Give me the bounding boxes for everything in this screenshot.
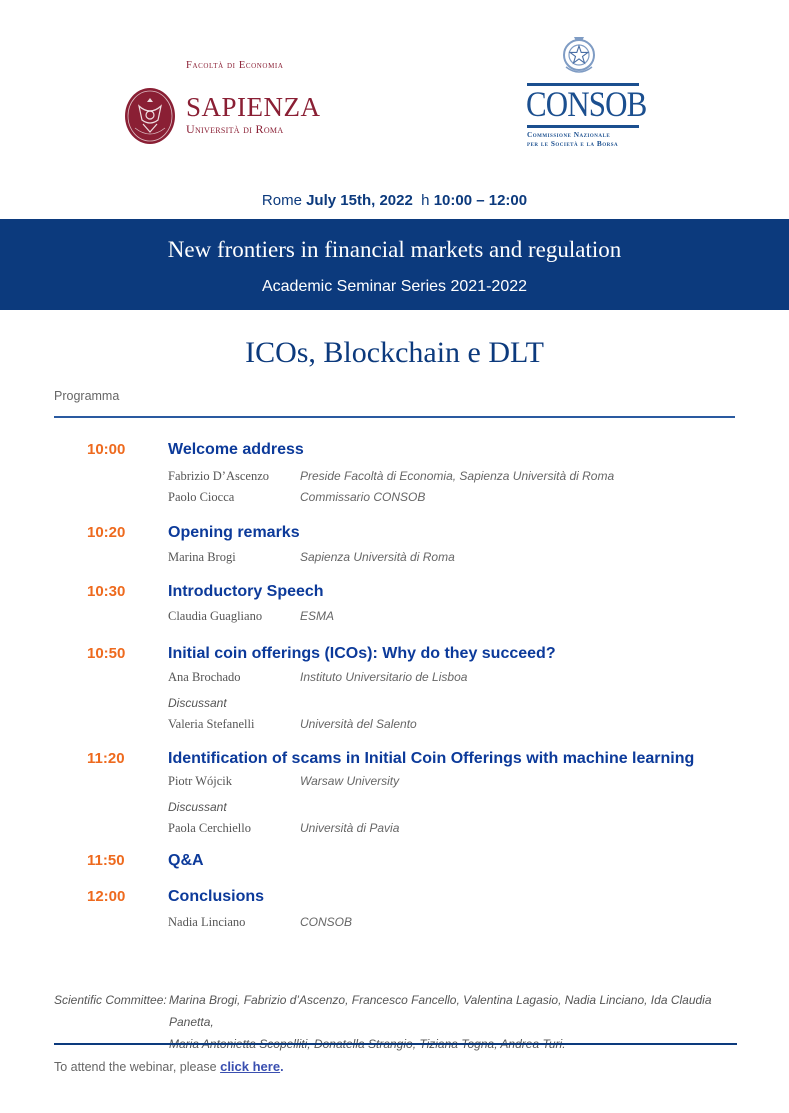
speaker-name: Claudia Guagliano [168, 609, 263, 623]
speaker-name: Nadia Linciano [168, 915, 246, 929]
committee-line-1: Marina Brogi, Fabrizio d’Ascenzo, Francesco Fancello, Valentina Lagasio, Nadia Linciano, Ida Claudia Panetta, [169, 993, 712, 1029]
committee-label: Scientific Committee: [54, 993, 167, 1007]
discussant-affiliation: Università di Pavia [300, 821, 400, 835]
discussant-name: Valeria Stefanelli [168, 717, 255, 731]
session-title: Opening remarks [168, 524, 300, 541]
event-dateline [0, 192, 789, 209]
speaker-affiliation: CONSOB [300, 915, 353, 929]
series-banner [0, 219, 789, 310]
session-title: Identification of scams in Initial Coin Offerings with machine learning [168, 750, 695, 767]
event-date: July 15th, 2022 [306, 192, 413, 209]
speaker-name: Paolo Ciocca [168, 490, 235, 504]
discussant-label-row [168, 800, 227, 814]
committee-members [169, 989, 749, 1055]
event-time: 10:00 – 12:00 [433, 192, 528, 209]
session-time: 10:50 [87, 645, 126, 662]
discussant-name: Paola Cerchiello [168, 821, 251, 835]
speaker-name: Piotr Wójcik [168, 774, 233, 788]
session-time: 11:20 [87, 750, 125, 767]
speaker-name: Ana Brochado [168, 670, 241, 684]
session-time: 10:00 [87, 441, 126, 458]
speaker-name: Fabrizio D’Ascenzo [168, 469, 270, 483]
speaker-affiliation: Sapienza Università di Roma [300, 550, 455, 564]
discussant-label-row [168, 696, 227, 710]
consob-subtitle-2: per le Società e la Borsa [527, 139, 619, 148]
discussant-label: Discussant [168, 696, 227, 710]
series-title: New frontiers in financial markets and regulation [167, 237, 622, 262]
sapienza-name: SAPIENZA [186, 92, 321, 122]
italian-emblem-icon [560, 33, 598, 77]
consob-logo [522, 33, 647, 153]
series-subtitle: Academic Seminar Series 2021-2022 [261, 278, 528, 295]
webinar-link[interactable]: click here [220, 1059, 281, 1074]
speaker-affiliation: Instituto Universitario de Lisboa [300, 670, 468, 684]
hour-prefix: h [421, 192, 430, 209]
discussant-label: Discussant [168, 800, 227, 814]
sapienza-seal-icon [125, 88, 175, 144]
faculty-label: Facoltà di Economia [186, 60, 284, 71]
session-title: Introductory Speech [168, 583, 324, 600]
session-time: 10:20 [87, 524, 126, 541]
session-time: 11:50 [87, 852, 125, 869]
consob-name: CONSOB [526, 84, 647, 124]
session-time: 10:30 [87, 583, 126, 600]
session-title: Q&A [168, 852, 204, 869]
footer-text: To attend the webinar, please [54, 1060, 221, 1074]
footer-divider [54, 1043, 737, 1045]
session-title: Initial coin offerings (ICOs): Why do they succeed? [168, 645, 556, 662]
speaker-affiliation: Preside Facoltà di Economia, Sapienza Università di Roma [300, 469, 615, 483]
consob-bottom-bar [527, 125, 639, 128]
speaker-affiliation: Commissario CONSOB [300, 490, 426, 504]
session-time: 12:00 [87, 888, 126, 905]
speaker-affiliation: ESMA [300, 609, 335, 623]
speaker-affiliation: Warsaw University [300, 774, 400, 788]
consob-subtitle-1: Commissione Nazionale [527, 130, 611, 139]
discussant-affiliation: Università del Salento [300, 717, 417, 731]
sapienza-logo [125, 58, 325, 148]
footer-suffix: . [280, 1060, 284, 1074]
event-city: Rome [261, 192, 302, 209]
webinar-footer [54, 1059, 284, 1074]
speaker-name: Marina Brogi [168, 550, 236, 564]
divider [54, 416, 735, 418]
session-title: Conclusions [168, 888, 265, 905]
session-title: Welcome address [168, 441, 304, 458]
sapienza-subtitle: Università di Roma [186, 122, 284, 136]
seminar-title: ICOs, Blockchain e DLT [245, 336, 544, 369]
programma-label: Programma [54, 389, 120, 403]
